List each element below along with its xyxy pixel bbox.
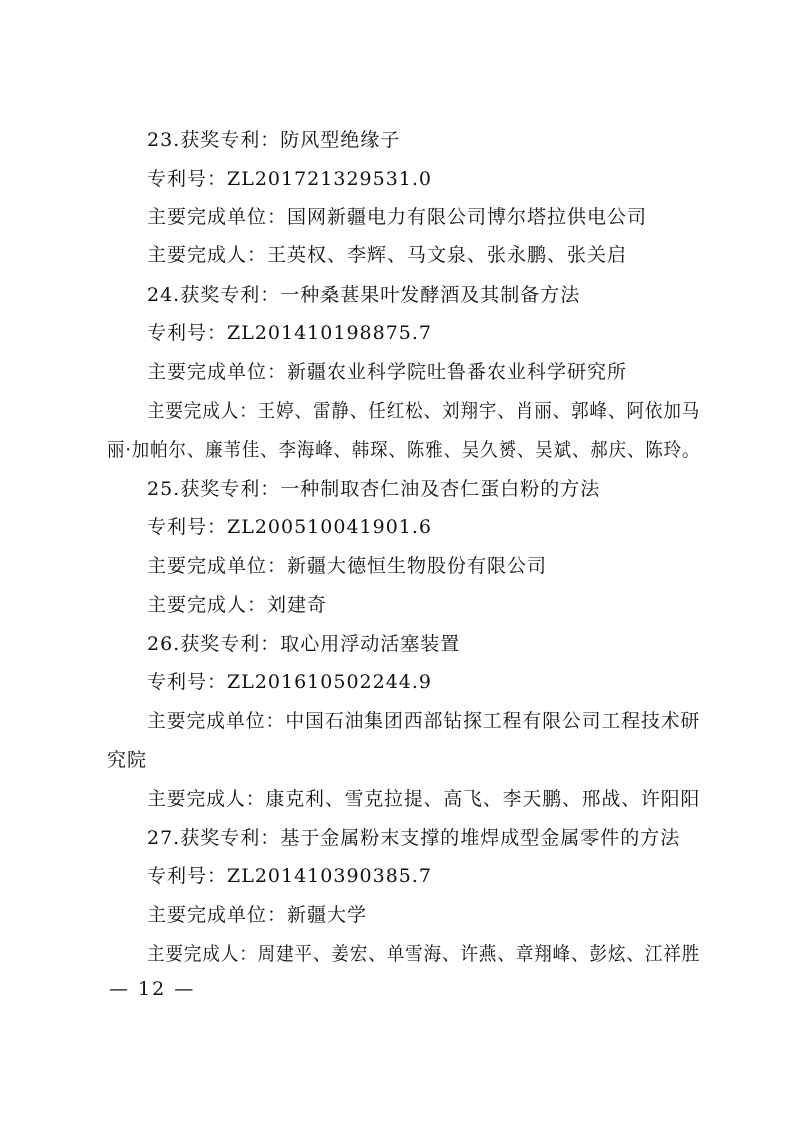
entry-27-heading: 27.获奖专利：基于金属粉末支撑的堆焊成型金属零件的方法 [147,827,681,849]
entry-26-people: 主要完成人：康克利、雪克拉提、高飞、李天鹏、邢战、许阳阳 [147,788,701,810]
entry-25-heading: 25.获奖专利：一种制取杏仁油及杏仁蛋白粉的方法 [147,478,601,500]
entry-27-people: 主要完成人：周建平、姜宏、单雪海、许燕、章翔峰、彭炫、江祥胜 [147,943,701,965]
entry-24-unit: 主要完成单位：新疆农业科学院吐鲁番农业科学研究所 [147,361,628,383]
entry-26-unit-continued: 究院 [107,749,148,771]
entry-24-heading: 24.获奖专利：一种桑葚果叶发酵酒及其制备方法 [147,284,581,306]
entry-25-patent-number: 专利号：ZL200510041901.6 [147,516,433,538]
entry-25-people: 主要完成人：刘建奇 [147,594,328,616]
entry-24-people: 主要完成人：王婷、雷静、任红松、刘翔宇、肖丽、郭峰、阿依加马 [147,400,701,422]
entry-26-heading: 26.获奖专利：取心用浮动活塞装置 [147,633,461,655]
entry-27-patent-number: 专利号：ZL201410390385.7 [147,865,433,887]
page-number: — 12 — [109,978,196,1000]
entry-25-unit: 主要完成单位：新疆大德恒生物股份有限公司 [147,555,548,577]
entry-26-patent-number: 专利号：ZL201610502244.9 [147,671,433,693]
entry-23-people: 主要完成人：王英权、李辉、马文泉、张永鹏、张关启 [147,244,628,266]
entry-27-unit: 主要完成单位：新疆大学 [147,904,368,926]
entry-24-patent-number: 专利号：ZL201410198875.7 [147,322,433,344]
entry-23-unit: 主要完成单位：国网新疆电力有限公司博尔塔拉供电公司 [147,206,648,228]
entry-24-people-continued: 丽·加帕尔、廉苇佳、李海峰、韩琛、陈雅、吴久赟、吴斌、郝庆、陈玲。 [107,439,701,461]
entry-26-unit: 主要完成单位：中国石油集团西部钻探工程有限公司工程技术研 [147,710,701,732]
entry-23-patent-number: 专利号：ZL201721329531.0 [147,168,433,190]
entry-23-heading: 23.获奖专利：防风型绝缘子 [147,129,401,151]
